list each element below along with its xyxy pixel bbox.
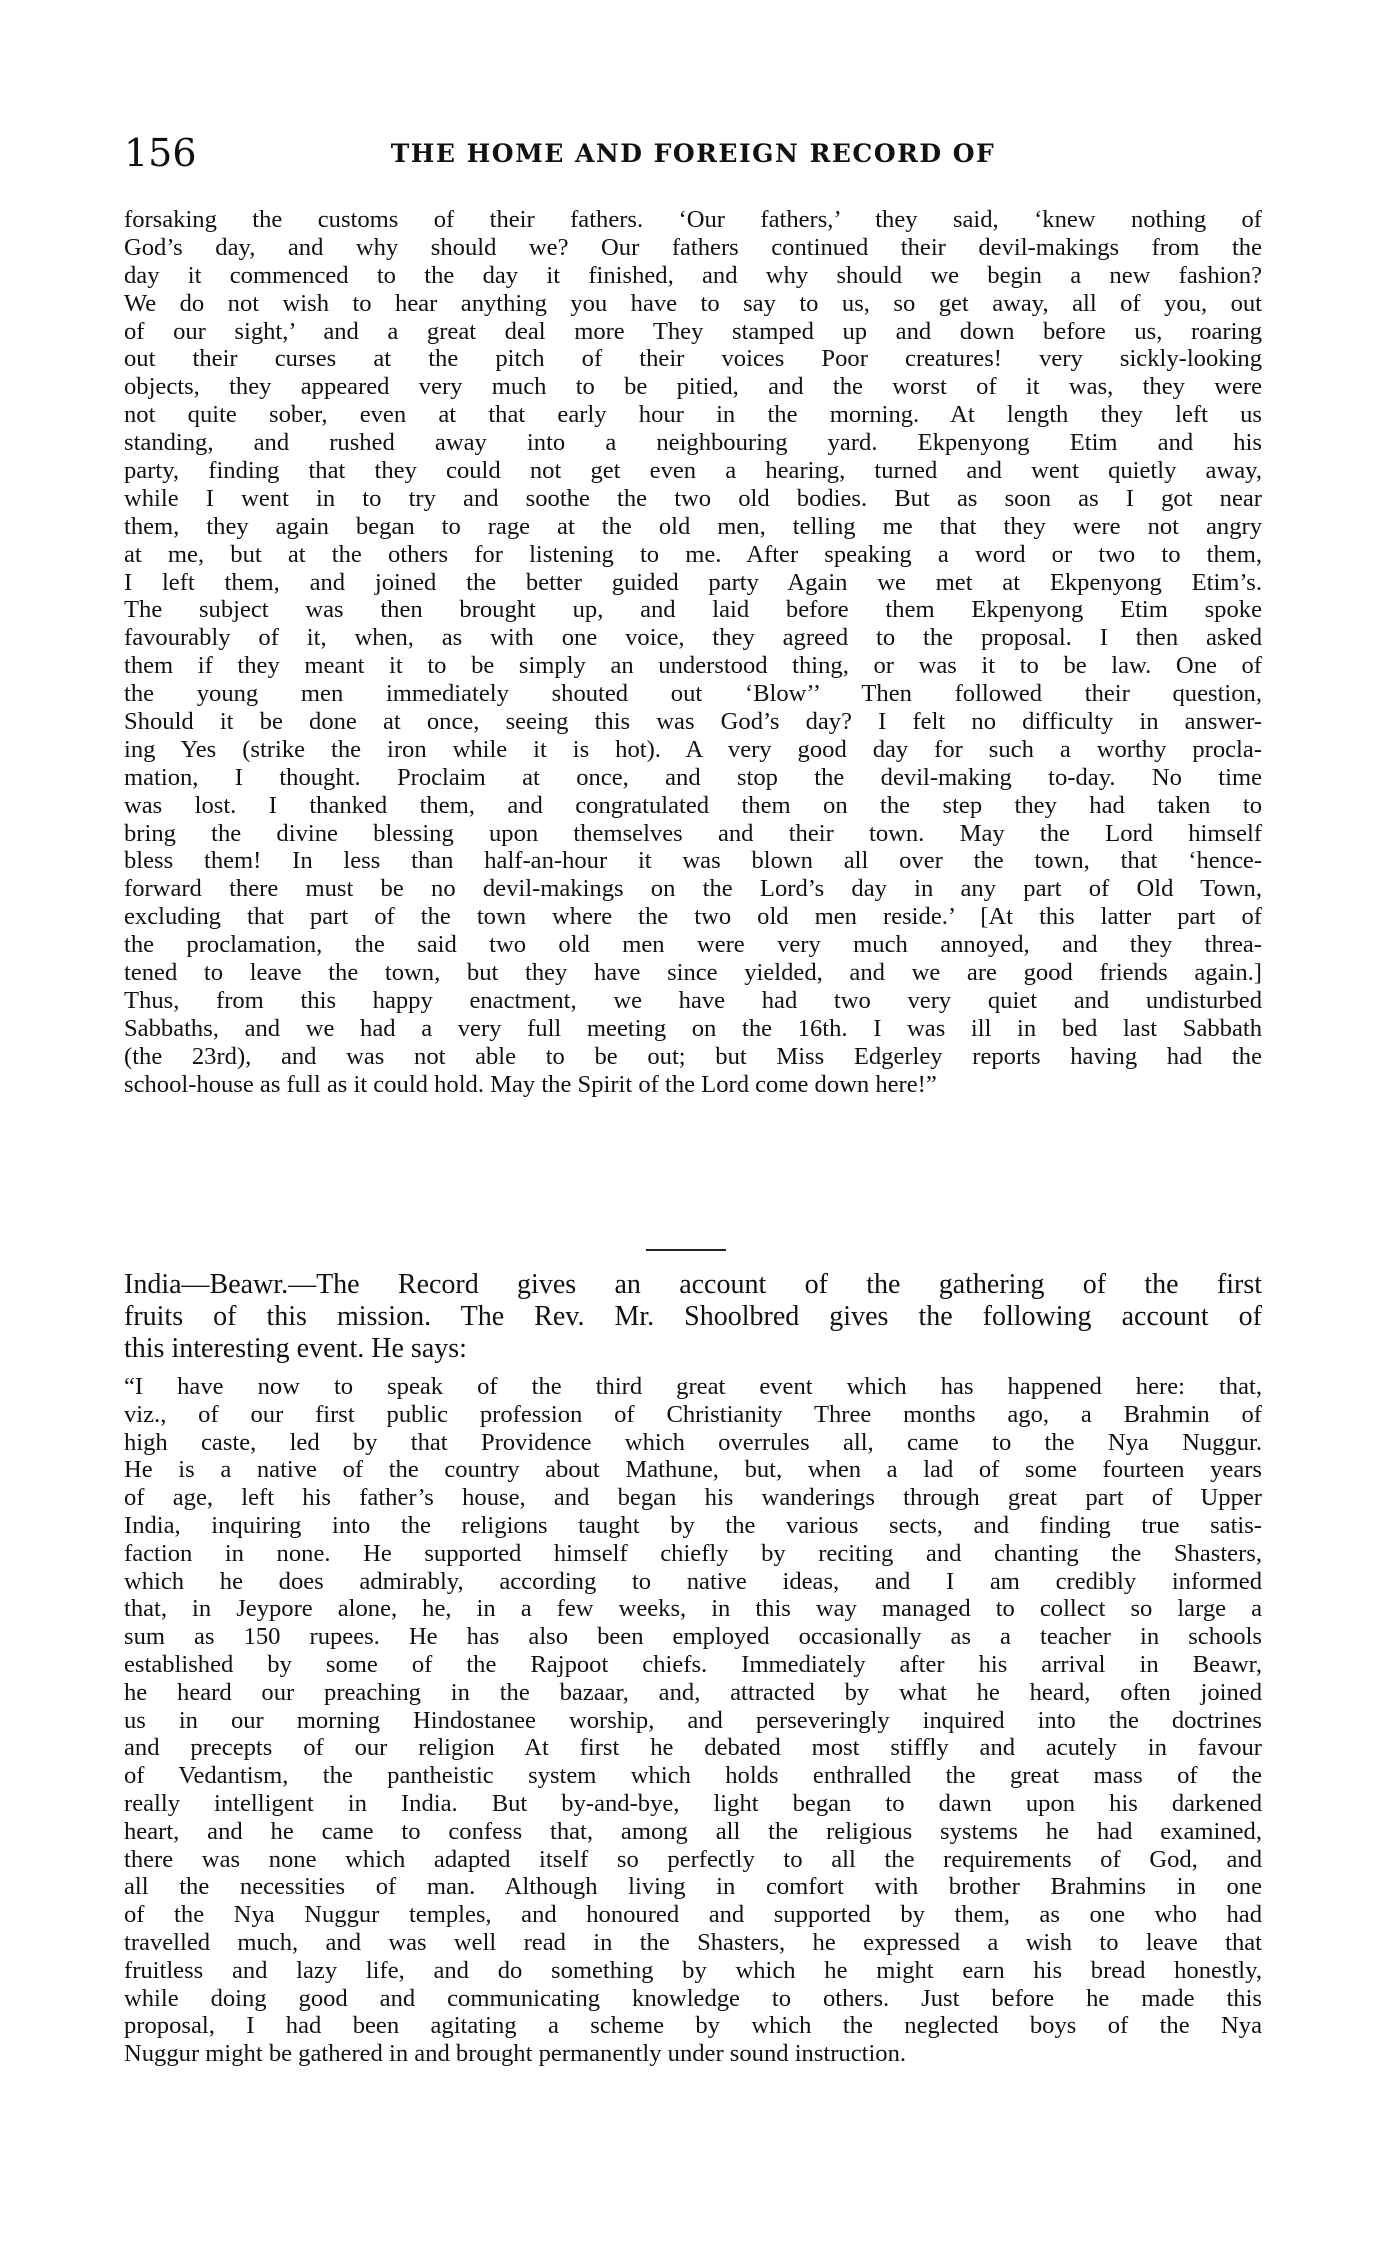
text-line: [124, 1540, 1262, 1568]
text-line: [124, 1901, 1262, 1929]
text-line-content: travelled much, and was well read in the Shasters, he expressed a wish to leave that: [124, 1928, 1262, 1956]
text-line: [124, 1679, 1262, 1707]
text-line-content: fruits of this mission. The Rev. Mr. Shoolbred gives the following account of: [124, 1301, 1262, 1332]
text-line-content: bless them! In less than half-an-hour it was blown all over the town, that ‘hence-: [124, 847, 1262, 875]
page-header: [124, 128, 1262, 178]
text-line: [124, 1269, 1262, 1301]
text-line-content: excluding that part of the town where the two old men reside.’ [At this latter part of: [124, 903, 1262, 931]
text-line-content: forsaking the customs of their fathers. ‘Our fathers,’ they said, ‘knew nothing of: [124, 206, 1262, 233]
text-line: [124, 513, 1262, 541]
text-line-content: faction in none. He supported himself chiefly by reciting and chanting the Shasters,: [124, 1539, 1262, 1567]
text-line-content: was lost. I thanked them, and congratulated them on the step they had taken to: [124, 791, 1262, 819]
text-line: [124, 1846, 1262, 1874]
text-line-content: he heard our preaching in the bazaar, and, attracted by what he heard, often joined: [124, 1678, 1262, 1706]
text-line-content: there was none which adapted itself so perfectly to all the requirements of God, and: [124, 1845, 1262, 1873]
text-line-content: standing, and rushed away into a neighbouring yard. Ekpenyong Etim and his: [124, 429, 1262, 457]
text-line: [124, 820, 1262, 848]
text-line: [124, 1595, 1262, 1623]
text-line-content: viz., of our first public profession of Christianity Three months ago, a Brahmin of: [124, 1400, 1262, 1428]
text-line: [124, 1512, 1262, 1540]
text-line-content: objects, they appeared very much to be pitied, and the worst of it was, they were: [124, 373, 1262, 401]
text-line-content: sum as 150 rupees. He has also been employed occasionally as a teacher in schools: [124, 1623, 1262, 1651]
text-line: [124, 1790, 1262, 1818]
text-line-content: Thus, from this happy enactment, we have had two very quiet and undisturbed: [124, 986, 1262, 1014]
text-line: [124, 569, 1262, 597]
text-line-content: at me, but at the others for listening to me. After speaking a word or two to them,: [124, 540, 1262, 568]
text-line-content: The subject was then brought up, and laid before them Ekpenyong Etim spoke: [124, 596, 1262, 624]
text-line-content: day it commenced to the day it finished, and why should we begin a new fashion?: [124, 261, 1262, 289]
text-line-content: this interesting event. He says:: [124, 1333, 467, 1364]
text-line: [124, 764, 1262, 792]
text-line-content: of the Nya Nuggur temples, and honoured and supported by them, as one who had: [124, 1901, 1262, 1929]
text-line-content: fruitless and lazy life, and do something by which he might earn his bread honestly,: [124, 1956, 1262, 1984]
text-line: [124, 401, 1262, 429]
text-line-content: Sabbaths, and we had a very full meeting on the 16th. I was ill in bed last Sabbath: [124, 1014, 1262, 1042]
page-number: 156: [124, 131, 197, 175]
text-line-content: (the 23rd), and was not able to be out; but Miss Edgerley reports having had the: [124, 1042, 1262, 1070]
text-line-content: the proclamation, the said two old men were very much annoyed, and they threa-: [124, 931, 1262, 959]
text-line: [124, 1623, 1262, 1651]
text-line-content: India—Beawr.—The Record gives an account of the gathering of the first: [124, 1269, 1262, 1300]
text-line-content: of age, left his father’s house, and began his wanderings through great part of Upper: [124, 1484, 1262, 1512]
text-line: [124, 485, 1262, 513]
text-line: [124, 1957, 1262, 1985]
text-line-content: Should it be done at once, seeing this was God’s day? I felt no difficulty in answer-: [124, 708, 1262, 736]
text-line-content: established by some of the Rajpoot chiefs. Immediately after his arrival in Beawr,: [124, 1650, 1262, 1678]
text-line: [124, 792, 1262, 820]
text-line-content: of Vedantism, the pantheistic system which holds enthralled the great mass of the: [124, 1762, 1262, 1790]
text-line: [124, 1985, 1262, 2013]
text-line: [124, 1818, 1262, 1846]
text-line-content: God’s day, and why should we? Our fathers continued their devil-makings from the: [124, 233, 1262, 261]
text-line-content: I left them, and joined the better guided party Again we met at Ekpenyong Etim’s.: [124, 568, 1262, 596]
text-line-content: not quite sober, even at that early hour in the morning. At length they left us: [124, 401, 1262, 429]
text-line: [124, 1762, 1262, 1790]
text-line-content: while doing good and communicating knowledge to others. Just before he made this: [124, 1984, 1262, 2012]
text-line-content: proposal, I had been agitating a scheme by which the neglected boys of the Nya: [124, 2012, 1262, 2040]
text-line-content: out their curses at the pitch of their voices Poor creatures! very sickly-looking: [124, 345, 1262, 373]
text-line-content: them, they again began to rage at the old men, telling me that they were not angry: [124, 512, 1262, 540]
text-line: [124, 1651, 1262, 1679]
text-line-content: He is a native of the country about Mathune, but, when a lad of some fourteen years: [124, 1456, 1262, 1484]
text-line: [124, 373, 1262, 401]
text-line-content: India, inquiring into the religions taught by the various sects, and finding true satis-: [124, 1511, 1262, 1539]
text-line: [124, 318, 1262, 346]
text-line: [124, 708, 1262, 736]
text-line: [124, 2040, 1262, 2068]
text-line: [124, 1873, 1262, 1901]
text-line-content: really intelligent in India. But by-and-bye, light began to dawn upon his darkened: [124, 1789, 1262, 1817]
section-divider: [646, 1249, 726, 1251]
text-line: [124, 736, 1262, 764]
text-line: [124, 596, 1262, 624]
text-line-content: them if they meant it to be simply an understood thing, or was it to be law. One of: [124, 652, 1262, 680]
text-line: [124, 345, 1262, 373]
text-line: [124, 987, 1262, 1015]
text-line-content: favourably of it, when, as with one voice, they agreed to the proposal. I then asked: [124, 624, 1262, 652]
text-line: [124, 290, 1262, 318]
text-line: [124, 429, 1262, 457]
text-line: [124, 680, 1262, 708]
text-line: [124, 875, 1262, 903]
text-line: [124, 847, 1262, 875]
text-line-content: bring the divine blessing upon themselves and their town. May the Lord himself: [124, 819, 1262, 847]
text-line-content: “I have now to speak of the third great event which has happened here: that,: [124, 1373, 1262, 1400]
text-line: [124, 959, 1262, 987]
text-line: [124, 541, 1262, 569]
text-line-content: which he does admirably, according to native ideas, and I am credibly informed: [124, 1567, 1262, 1595]
text-line-content: heart, and he came to confess that, among all the religious systems he had examined,: [124, 1817, 1262, 1845]
text-line-content: We do not wish to hear anything you have to say to us, so get away, all of you, out: [124, 289, 1262, 317]
text-line-content: that, in Jeypore alone, he, in a few weeks, in this way managed to collect so large a: [124, 1595, 1262, 1623]
text-line: [124, 903, 1262, 931]
text-line-content: forward there must be no devil-makings on the Lord’s day in any part of Old Town,: [124, 875, 1262, 903]
paragraph-shoolbred-account: [124, 1373, 1262, 2068]
text-line: [124, 1373, 1262, 1401]
text-line: [124, 1429, 1262, 1457]
text-line: [124, 1401, 1262, 1429]
text-line: [124, 262, 1262, 290]
text-line-content: high caste, led by that Providence which overrules all, came to the Nya Nuggur.: [124, 1428, 1262, 1456]
text-line: [124, 1568, 1262, 1596]
section-heading-india-beawr: [124, 1269, 1262, 1365]
text-line: [124, 1734, 1262, 1762]
text-line: [124, 652, 1262, 680]
text-line-content: of our sight,’ and a great deal more They stamped up and down before us, roaring: [124, 317, 1262, 345]
text-line: [124, 1301, 1262, 1333]
text-line-content: party, finding that they could not get even a hearing, turned and went quietly away,: [124, 457, 1262, 485]
text-line: [124, 1456, 1262, 1484]
text-line: [124, 931, 1262, 959]
text-line: [124, 1043, 1262, 1071]
text-line: [124, 1333, 1262, 1365]
paragraph-old-town-proclamation: [124, 206, 1262, 1099]
text-line-content: tened to leave the town, but they have since yielded, and we are good friends again.]: [124, 959, 1262, 987]
text-line-content: while I went in to try and soothe the two old bodies. But as soon as I got near: [124, 484, 1262, 512]
running-title: THE HOME AND FOREIGN RECORD OF: [390, 139, 996, 168]
text-line: [124, 1071, 1262, 1099]
text-line: [124, 206, 1262, 234]
text-line: [124, 1707, 1262, 1735]
text-line-content: mation, I thought. Proclaim at once, and stop the devil-making to-day. No time: [124, 763, 1262, 791]
text-line: [124, 1484, 1262, 1512]
text-line: [124, 1015, 1262, 1043]
text-line: [124, 457, 1262, 485]
text-line-content: school-house as full as it could hold. May the Spirit of the Lord come down here!”: [124, 1070, 937, 1098]
text-line-content: ing Yes (strike the iron while it is hot). A very good day for such a worthy procla-: [124, 735, 1262, 763]
text-line-content: us in our morning Hindostanee worship, and perseveringly inquired into the doctrines: [124, 1706, 1262, 1734]
text-line: [124, 1929, 1262, 1957]
text-line: [124, 624, 1262, 652]
text-line: [124, 234, 1262, 262]
text-line-content: Nuggur might be gathered in and brought permanently under sound instruction.: [124, 2040, 907, 2068]
text-line: [124, 2012, 1262, 2040]
text-line-content: all the necessities of man. Although living in comfort with brother Brahmins in one: [124, 1873, 1262, 1901]
text-line-content: the young men immediately shouted out ‘Blow’’ Then followed their question,: [124, 680, 1262, 708]
text-line-content: and precepts of our religion At first he debated most stiffly and acutely in favour: [124, 1734, 1262, 1762]
